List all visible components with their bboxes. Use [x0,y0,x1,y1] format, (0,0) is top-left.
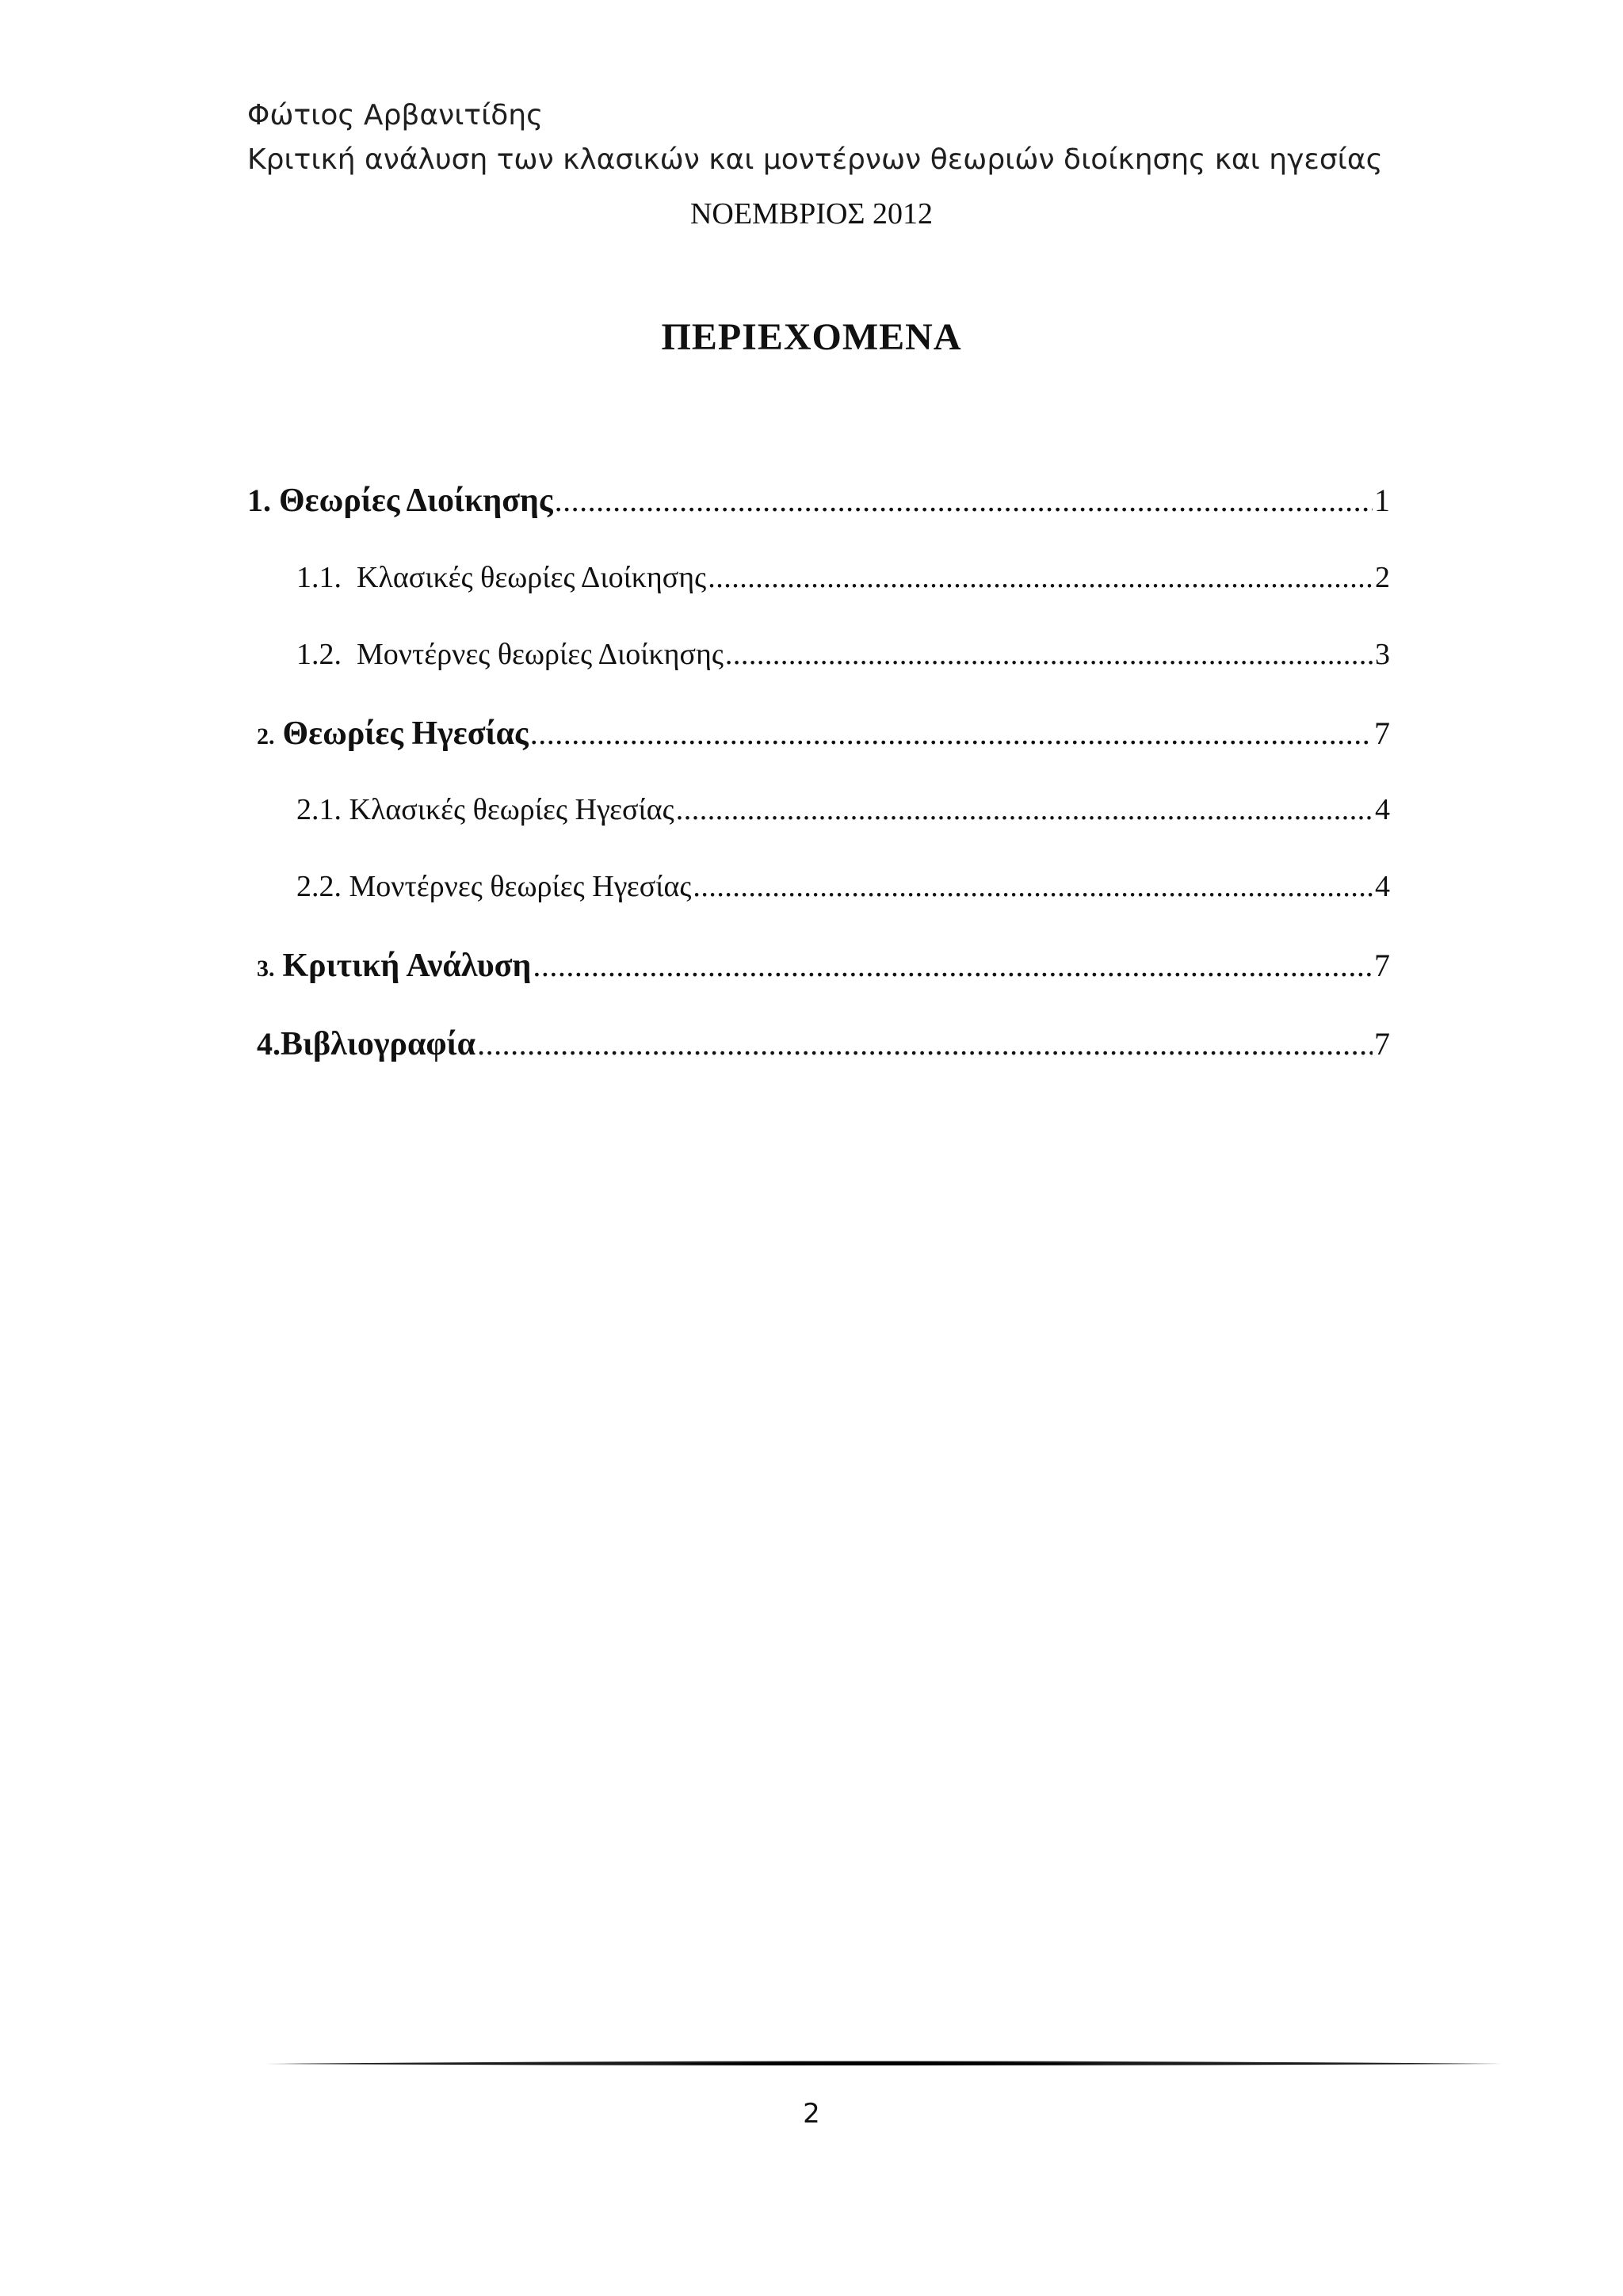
toc-entry-label: Κριτική Ανάλυση [282,948,532,984]
toc-entry-number: 3. [257,955,275,982]
header-subtitle: Κριτική ανάλυση των κλασικών και μοντέρνων θεωριών διοίκησης και ηγεσίας [247,143,1383,176]
toc-entry-page: 7 [1374,1026,1390,1062]
toc-entry-number: 1.2. [296,638,342,671]
toc-entry[interactable] [296,637,1390,672]
toc-entry-number: 2. [257,723,275,749]
toc-entry-page: 4 [1375,793,1390,826]
toc-entry-number: 2.1. [296,793,342,826]
toc-dot-leader [725,637,1373,672]
page-number: 2 [803,2098,820,2130]
toc-entry[interactable] [296,792,1390,827]
toc-entry-label: Βιβλιογραφία [281,1026,476,1062]
toc-dot-leader [708,560,1373,595]
toc-entry[interactable] [296,560,1390,595]
toc-dot-leader [477,1025,1373,1062]
document-date: ΝΟΕΜΒΡΙΟΣ 2012 [689,197,934,231]
toc-entry-page: 2 [1375,561,1390,594]
header-author: Φώτιος Αρβανιτίδης [247,99,544,132]
toc-dot-leader [676,792,1373,827]
toc-entry-page: 7 [1374,948,1390,983]
toc-entry[interactable] [257,715,1390,753]
toc-entry-label: Μοντέρνες θεωρίες Διοίκησης [357,638,724,671]
toc-entry-number: 1. [247,482,271,518]
toc-entry-number: 1.1. [296,561,342,594]
toc-entry-label: Μοντέρνες θεωρίες Ηγεσίας [349,870,692,903]
toc-entry[interactable] [257,947,1390,985]
toc-entry-label: Κλασικές θεωρίες Διοίκησης [357,561,707,594]
toc-dot-leader [693,869,1373,904]
toc-entry-page: 4 [1375,870,1390,903]
toc-entry[interactable] [257,1025,1390,1063]
toc-entry[interactable] [296,869,1390,904]
toc-dot-leader [555,482,1373,519]
toc-entry-number: 4. [257,1026,281,1062]
toc-dot-leader [533,947,1373,984]
toc-entry-number: 2.2. [296,870,342,903]
toc-entry-page: 3 [1375,638,1390,671]
toc-title: ΠΕΡΙΕΧΟΜΕΝΑ [661,316,962,358]
toc-entry-label: Θεωρίες Διοίκησης [279,482,553,519]
toc-entry[interactable] [247,482,1390,520]
toc-entry-label: Θεωρίες Ηγεσίας [282,715,529,752]
toc-entry-page: 1 [1374,482,1390,518]
toc-entry-label: Κλασικές θεωρίες Ηγεσίας [349,793,674,826]
toc-dot-leader [530,715,1373,752]
table-of-contents [0,0,1623,1109]
footer-divider [265,2056,1502,2072]
toc-entry-page: 7 [1374,715,1390,751]
